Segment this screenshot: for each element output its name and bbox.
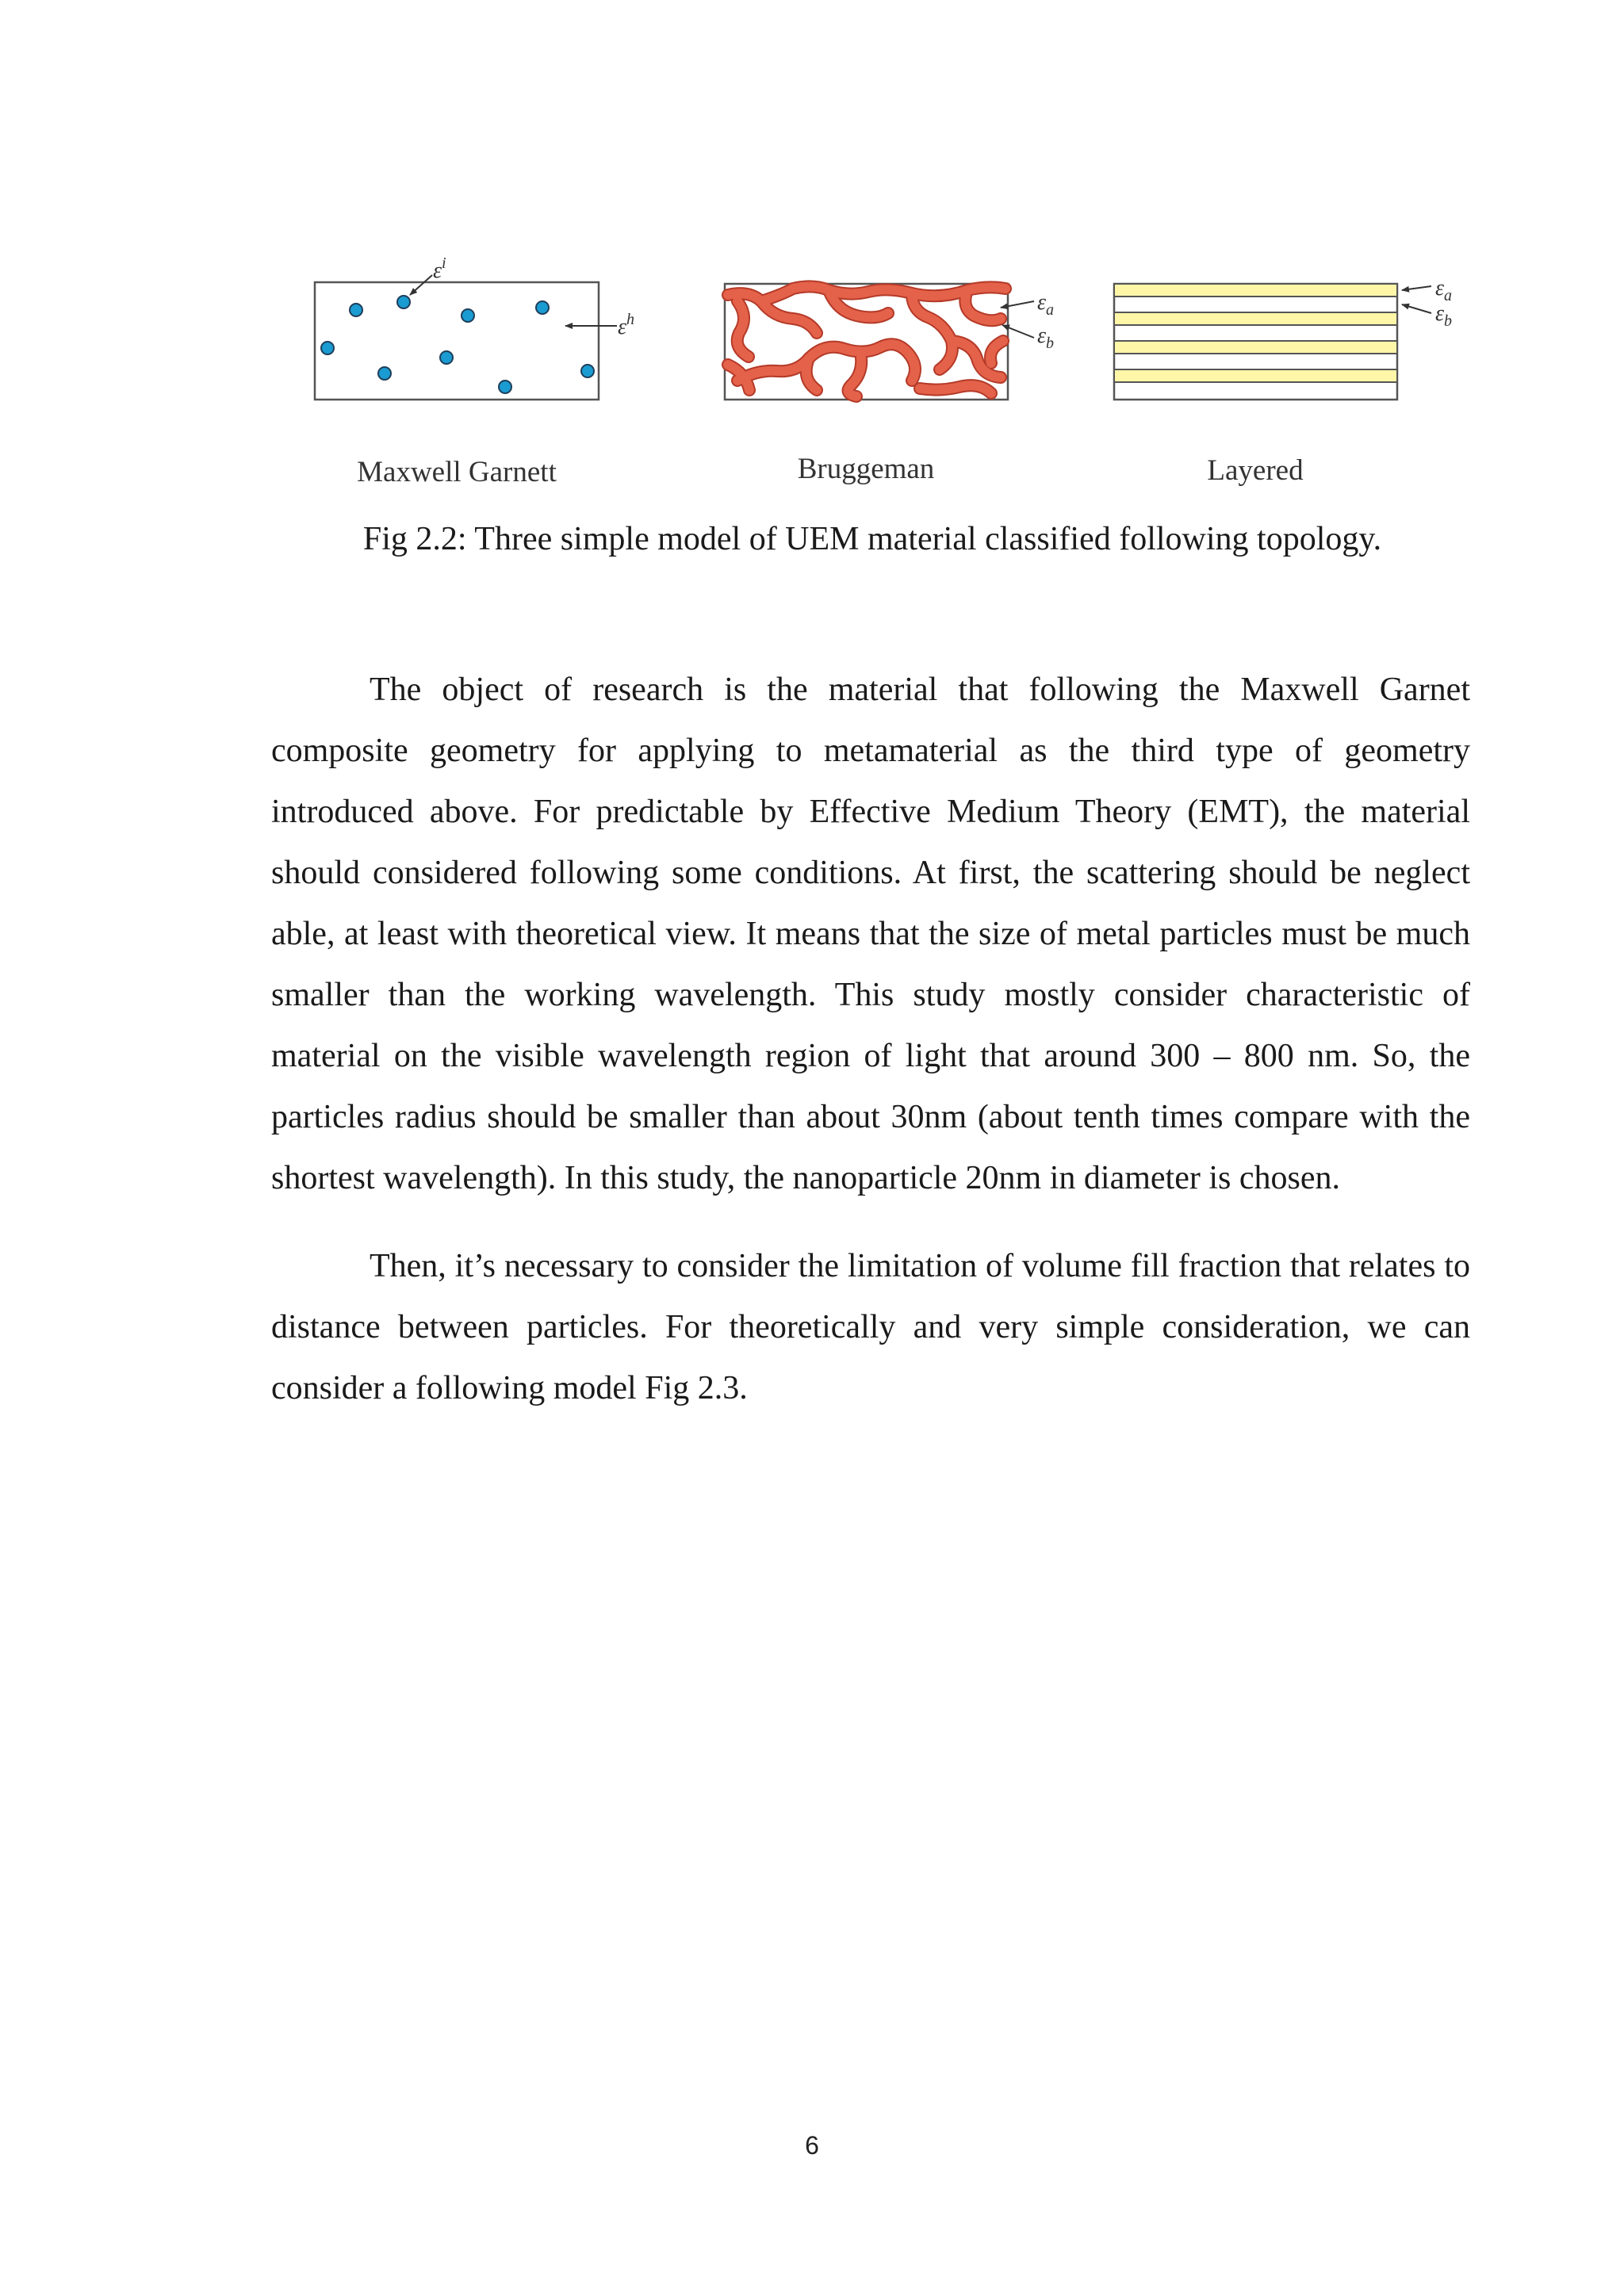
particle xyxy=(536,301,549,314)
bruggeman-a-symbol: $\varepsilon_a$ xyxy=(1037,290,1055,319)
particle xyxy=(350,304,362,316)
page-number: 6 xyxy=(805,2131,819,2160)
layered-a-symbol: $\varepsilon_a$ xyxy=(1435,276,1453,304)
layered-label: Layered xyxy=(1207,454,1304,487)
layer-a xyxy=(1114,341,1397,354)
host-symbol: $\varepsilon^h$ xyxy=(618,311,635,339)
particle xyxy=(378,367,391,380)
bruggeman-label: Bruggeman xyxy=(797,453,935,485)
figure-uem-models xyxy=(0,0,1624,507)
bruggeman-panel xyxy=(725,284,1054,400)
inclusion-symbol: $\varepsilon^i$ xyxy=(433,254,446,283)
particle xyxy=(499,381,511,393)
layer-a xyxy=(1114,284,1397,297)
layered-b-symbol: $\varepsilon_b$ xyxy=(1435,301,1453,330)
layered-b-arrow xyxy=(1402,304,1431,313)
layered-panel xyxy=(1114,276,1452,400)
figure-caption: Fig 2.2: Three simple model of UEM material classified following topology. xyxy=(362,521,1382,557)
layered-a-arrow xyxy=(1402,286,1431,290)
figure-drawing xyxy=(0,0,1624,507)
particle xyxy=(321,342,334,354)
particle xyxy=(397,296,410,308)
particle xyxy=(462,309,474,322)
bruggeman-b-symbol: $\varepsilon_b$ xyxy=(1037,323,1055,352)
particle xyxy=(440,351,453,364)
layer-a xyxy=(1114,312,1397,325)
maxwell-garnett-panel xyxy=(315,254,634,400)
paragraph-1: The object of research is the material that following the Maxwell Garnet composite geometry for applying to metamaterial as the third type of geometry introduced above. For predictable by Effective Medium Theory (EMT), the material should considered following some conditions. At first, the scattering should be neglect able, at least with theoretical view. It means that the size of metal particles must be much smaller than the working wavelength. This study mostly consider characteristic of material on the visible wavelength region of light that around 300 – 800 nm. So, the particles radius should be smaller than about 30nm (about tenth times compare with the shortest wavelength). In this study, the nanoparticle 20nm in diameter is chosen. xyxy=(271,672,1470,1196)
particle xyxy=(581,365,594,377)
maxwell-garnett-label: Maxwell Garnett xyxy=(357,456,557,488)
body-text xyxy=(271,660,1470,1446)
paragraph-2: Then, it’s necessary to consider the limitation of volume fill fraction that relates to distance between particles. For theoretically and very simple consideration, we can consider a following model Fig 2.3. xyxy=(271,1248,1470,1406)
maxwell-garnett-frame xyxy=(315,282,599,400)
layer-a xyxy=(1114,369,1397,382)
